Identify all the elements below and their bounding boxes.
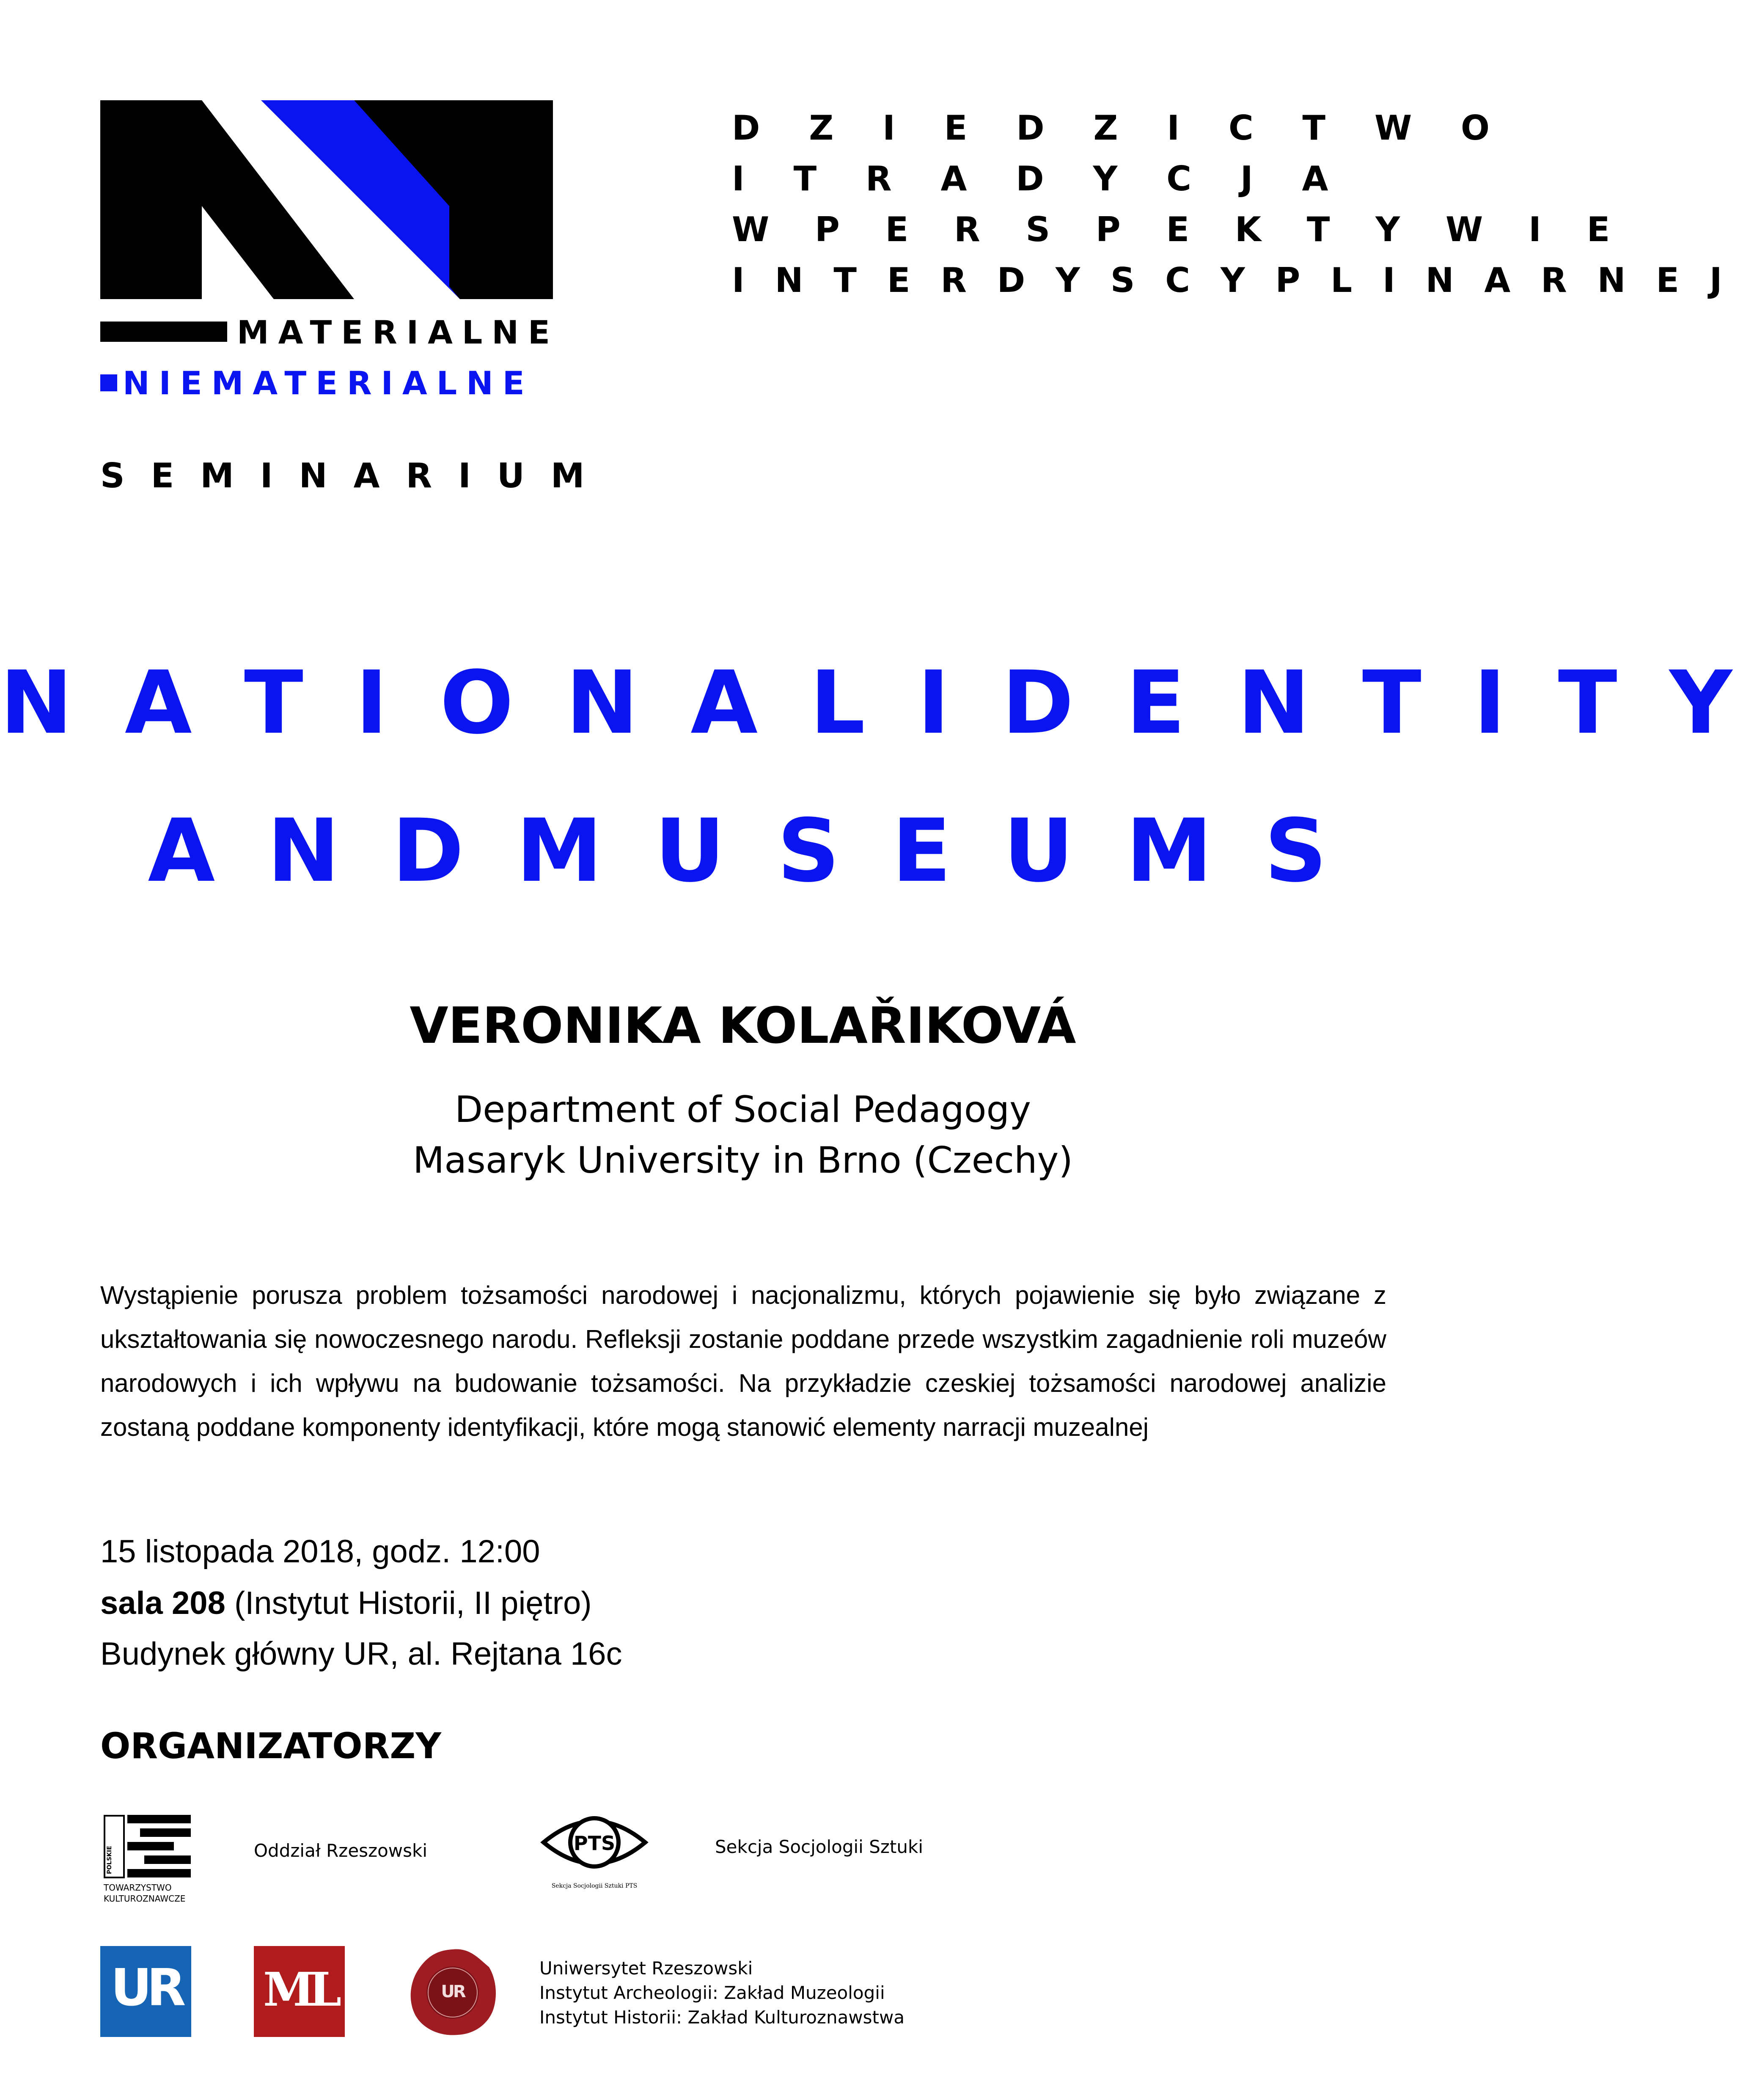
logo-blue-square [100, 374, 117, 391]
pts-logo-mark: PTS [573, 1832, 616, 1855]
logo-word-niematerialne: NIEMATERIALNE [123, 364, 534, 402]
ptk-logo-stripes [127, 1815, 191, 1878]
museology-logo [254, 1946, 345, 2037]
wax-seal-text: UR [441, 1982, 465, 2001]
ur-logo [100, 1946, 191, 2037]
speaker-university: Masaryk University in Brno (Czechy) [413, 1139, 1073, 1182]
event-room-detail: (Instytut Historii, II piętro) [225, 1585, 592, 1621]
museology-logo-text: ML [263, 1962, 336, 2017]
institution-line-3: Instytut Historii: Zakład Kulturoznawstwa [539, 2007, 905, 2028]
abstract-text: Wystąpienie porusza problem tożsamości narodowej i nacjonalizmu, których pojawienie się było związane z ukształtowania się nowoczesnego narodu. Refleksji zostanie poddane przede wszystkim zagadnienie roli muzeów narodowych i ich wpływu na budowanie tożsamości. Na przykładzie czeskiej tożsamości narodowej analizie zostaną poddane komponenty identyfikacji, które mogą stanowić elementy narracji muzealnej [100, 1281, 1386, 1441]
talk-title-line2: A N D M U S E U M S [148, 801, 1338, 902]
speaker-name: VERONIKA KOLAŘIKOVÁ [410, 996, 1076, 1055]
institution-line-1: Uniwersytet Rzeszowski [539, 1958, 753, 1979]
ptk-logo-line2: KULTUROZNAWCZE [104, 1894, 186, 1904]
event-address: Budynek główny UR, al. Rejtana 16c [100, 1636, 622, 1672]
series-heading-line1: D Z I E D Z I C T W O [732, 108, 1509, 148]
logo-black-bar [100, 322, 227, 342]
ptk-logo [104, 1815, 192, 1906]
pts-logo [539, 1806, 649, 1891]
ur-logo-text: UR [110, 1959, 181, 2018]
ptk-logo-line1: TOWARZYSTWO [104, 1883, 172, 1893]
institution-line-2: Instytut Archeologii: Zakład Muzeologii [539, 1982, 885, 2003]
event-datetime: 15 listopada 2018, godz. 12:00 [100, 1534, 540, 1570]
talk-title-line1: N A T I O N A L I D E N T I T Y [0, 653, 1743, 753]
ptk-branch-label: Oddział Rzeszowski [254, 1840, 428, 1861]
nn-logo-mark [100, 100, 553, 299]
organizers-heading: ORGANIZATORZY [100, 1725, 442, 1767]
series-heading-line4: I N T E R D Y S C Y P L I N A R N E J [732, 261, 1732, 300]
event-room-number: sala 208 [100, 1585, 225, 1621]
speaker-department: Department of Social Pedagogy [455, 1088, 1031, 1131]
seminar-label: SEMINARIUM [100, 456, 611, 495]
ptk-logo-vertical-text: POLSKIE [106, 1846, 113, 1874]
series-heading-line3: W P E R S P E K T Y W I E [732, 210, 1627, 249]
logo-word-materialne: MATERIALNE [237, 313, 559, 351]
series-heading-line2: I T R A D Y C J A [732, 159, 1347, 198]
wax-seal-logo [406, 1946, 499, 2037]
event-room [100, 1587, 592, 1619]
pts-logo-caption: Sekcja Socjologii Sztuki PTS [551, 1883, 638, 1889]
pts-section-label: Sekcja Socjologii Sztuki [715, 1836, 923, 1857]
materialne-niematerialne-logo [100, 100, 553, 299]
